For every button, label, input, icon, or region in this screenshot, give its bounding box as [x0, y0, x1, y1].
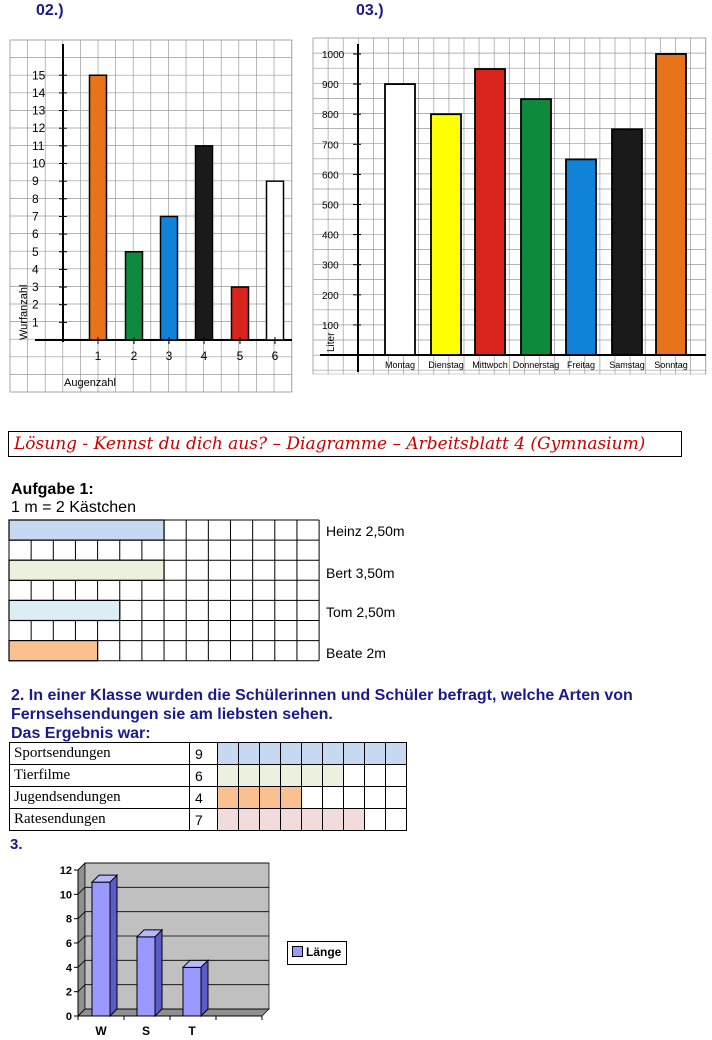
survey-cell — [239, 787, 260, 809]
chart-dice-ytick-label: 13 — [32, 103, 46, 118]
survey-row — [10, 743, 407, 765]
survey-cell — [386, 809, 407, 831]
survey-cell — [260, 809, 281, 831]
chart-liters-ylabel: Liter — [326, 332, 337, 352]
survey-cell — [344, 787, 365, 809]
task2-result-label: Das Ergebnis war: — [11, 725, 151, 742]
legend-swatch — [292, 946, 303, 957]
task3-label: 3. — [10, 836, 23, 853]
survey-cell — [218, 765, 239, 787]
label-02: 02.) — [36, 2, 64, 19]
chart-dice-ytick-label: 12 — [32, 121, 46, 136]
survey-row — [10, 787, 407, 809]
chart-dice-ytick-label: 15 — [32, 68, 46, 83]
label-tom: Tom 2,50m — [326, 604, 396, 620]
chart-liters-xtick-label: Freitag — [566, 360, 596, 370]
chart-length-ytick-label: 2 — [65, 986, 72, 999]
survey-cell — [239, 743, 260, 765]
chart-dice-ytick-label: 3 — [32, 280, 39, 295]
chart-dice-ytick-label: 5 — [32, 244, 39, 259]
chart-liters-ytick-label: 400 — [322, 230, 339, 242]
task2-question-block — [11, 686, 701, 743]
chart-length-ytick-label: 6 — [65, 938, 72, 950]
chart-length-ytick-label: 10 — [59, 889, 72, 902]
survey-row — [10, 809, 407, 831]
chart-length-xtick-label: S — [141, 1024, 151, 1038]
survey-cell — [239, 809, 260, 831]
label-03: 03.) — [356, 2, 384, 19]
survey-cell — [218, 787, 239, 809]
survey-cell — [281, 809, 302, 831]
survey-cell — [365, 765, 386, 787]
chart-dice-ylabel: Wurfanzahl — [18, 284, 30, 340]
survey-cell — [344, 809, 365, 831]
chart-dice-xtick-label: 1 — [94, 349, 102, 363]
survey-cell — [386, 765, 407, 787]
chart-liters-ytick-label: 300 — [322, 260, 339, 272]
survey-category: Ratesendungen — [10, 809, 190, 831]
task1-bar — [9, 600, 120, 620]
chart-dice-ytick-label: 10 — [32, 156, 46, 171]
task1-bar — [9, 520, 164, 540]
chart-liters-ytick-label: 100 — [322, 320, 339, 332]
survey-count: 6 — [190, 765, 218, 787]
survey-cell — [218, 743, 239, 765]
chart-dice-ytick-label: 9 — [32, 174, 39, 189]
chart-liters-ytick-label: 600 — [322, 170, 339, 182]
chart-length-ytick-label: 4 — [65, 962, 72, 975]
task2-question: 2. In einer Klasse wurden die Schülerinnen und Schüler befragt, welche Arten von Fernsehsendungen sie am liebsten sehen. — [11, 687, 633, 723]
survey-cell — [281, 787, 302, 809]
task1-bar — [9, 560, 164, 580]
label-heinz: Heinz 2,50m — [326, 523, 405, 539]
chart-dice-ytick-label: 8 — [32, 191, 39, 206]
legend-box — [287, 941, 347, 965]
survey-table — [9, 742, 407, 831]
survey-cell — [218, 809, 239, 831]
chart-dice-xtick-label: 6 — [271, 349, 279, 363]
survey-cell — [281, 743, 302, 765]
chart-liters-ytick-label: 900 — [322, 80, 339, 92]
chart-dice-ytick-label: 2 — [32, 297, 39, 312]
survey-cell — [239, 765, 260, 787]
survey-cell — [323, 765, 344, 787]
survey-cell — [323, 743, 344, 765]
survey-cell — [386, 743, 407, 765]
chart-liters-ytick-label: 700 — [322, 140, 339, 152]
chart-liters-xtick-label: Sonntag — [654, 360, 688, 370]
survey-cell — [344, 743, 365, 765]
chart-liters-xtick-label: Donnerstag — [512, 360, 560, 370]
chart-length-ytick-label: 0 — [65, 1011, 72, 1023]
chart-length-ytick-label: 12 — [59, 865, 72, 877]
survey-cell — [302, 743, 323, 765]
survey-cell — [365, 787, 386, 809]
chart-liters-xtick-label: Montag — [384, 360, 416, 370]
chart-length-xtick-label: W — [95, 1024, 107, 1038]
chart-dice-xlabel: Augenzahl — [64, 377, 116, 389]
survey-row — [10, 765, 407, 787]
survey-cell — [302, 787, 323, 809]
survey-category: Sportsendungen — [10, 743, 190, 765]
chart-dice-xtick-label: 2 — [130, 349, 138, 363]
survey-count: 9 — [190, 743, 218, 765]
survey-cell — [281, 765, 302, 787]
chart-dice-ytick-label: 6 — [32, 227, 39, 242]
chart-liters-ytick-label: 200 — [322, 290, 339, 302]
legend-label: Länge — [306, 945, 342, 959]
survey-cell — [365, 809, 386, 831]
task1-bar — [9, 641, 98, 661]
chart-dice-ytick-label: 11 — [32, 138, 45, 153]
chart-liters-xtick-label: Samstag — [609, 360, 645, 370]
label-bert: Bert 3,50m — [326, 565, 395, 581]
chart-liters-ytick-label: 800 — [322, 110, 339, 122]
survey-cell — [260, 787, 281, 809]
chart-dice-ytick-label: 1 — [32, 315, 39, 330]
survey-cell — [344, 765, 365, 787]
chart-dice-ytick-label: 4 — [32, 262, 39, 277]
chart-length-xtick-label: T — [188, 1024, 196, 1038]
survey-cell — [260, 765, 281, 787]
survey-cell — [302, 809, 323, 831]
survey-cell — [323, 787, 344, 809]
survey-cell — [386, 787, 407, 809]
survey-cell — [365, 743, 386, 765]
task1-scale: 1 m = 2 Kästchen — [11, 499, 136, 516]
chart-liters-xtick-label: Dienstag — [428, 360, 464, 370]
survey-count: 4 — [190, 787, 218, 809]
survey-category: Jugendsendungen — [10, 787, 190, 809]
task1-heading: Aufgabe 1: — [11, 481, 94, 498]
survey-cell — [323, 809, 344, 831]
chart-liters-xtick-label: Mittwoch — [472, 360, 508, 370]
survey-category: Tierfilme — [10, 765, 190, 787]
chart-dice-xtick-label: 4 — [200, 349, 208, 363]
chart-liters-ytick-label: 500 — [322, 200, 339, 212]
survey-count: 7 — [190, 809, 218, 831]
label-beate: Beate 2m — [326, 645, 386, 661]
chart-dice-ytick-label: 7 — [32, 209, 39, 224]
solution-title: Lösung - Kennst du dich aus? – Diagramme – Arbeitsblatt 4 (Gymnasium) — [8, 431, 682, 457]
chart-dice-ytick-label: 14 — [32, 85, 46, 100]
chart-dice-xtick-label: 3 — [165, 349, 173, 363]
survey-cell — [260, 743, 281, 765]
chart-dice-xtick-label: 5 — [236, 349, 244, 363]
chart-length-ytick-label: 8 — [65, 913, 72, 926]
survey-cell — [302, 765, 323, 787]
chart-liters-ytick-label: 1000 — [322, 50, 345, 61]
